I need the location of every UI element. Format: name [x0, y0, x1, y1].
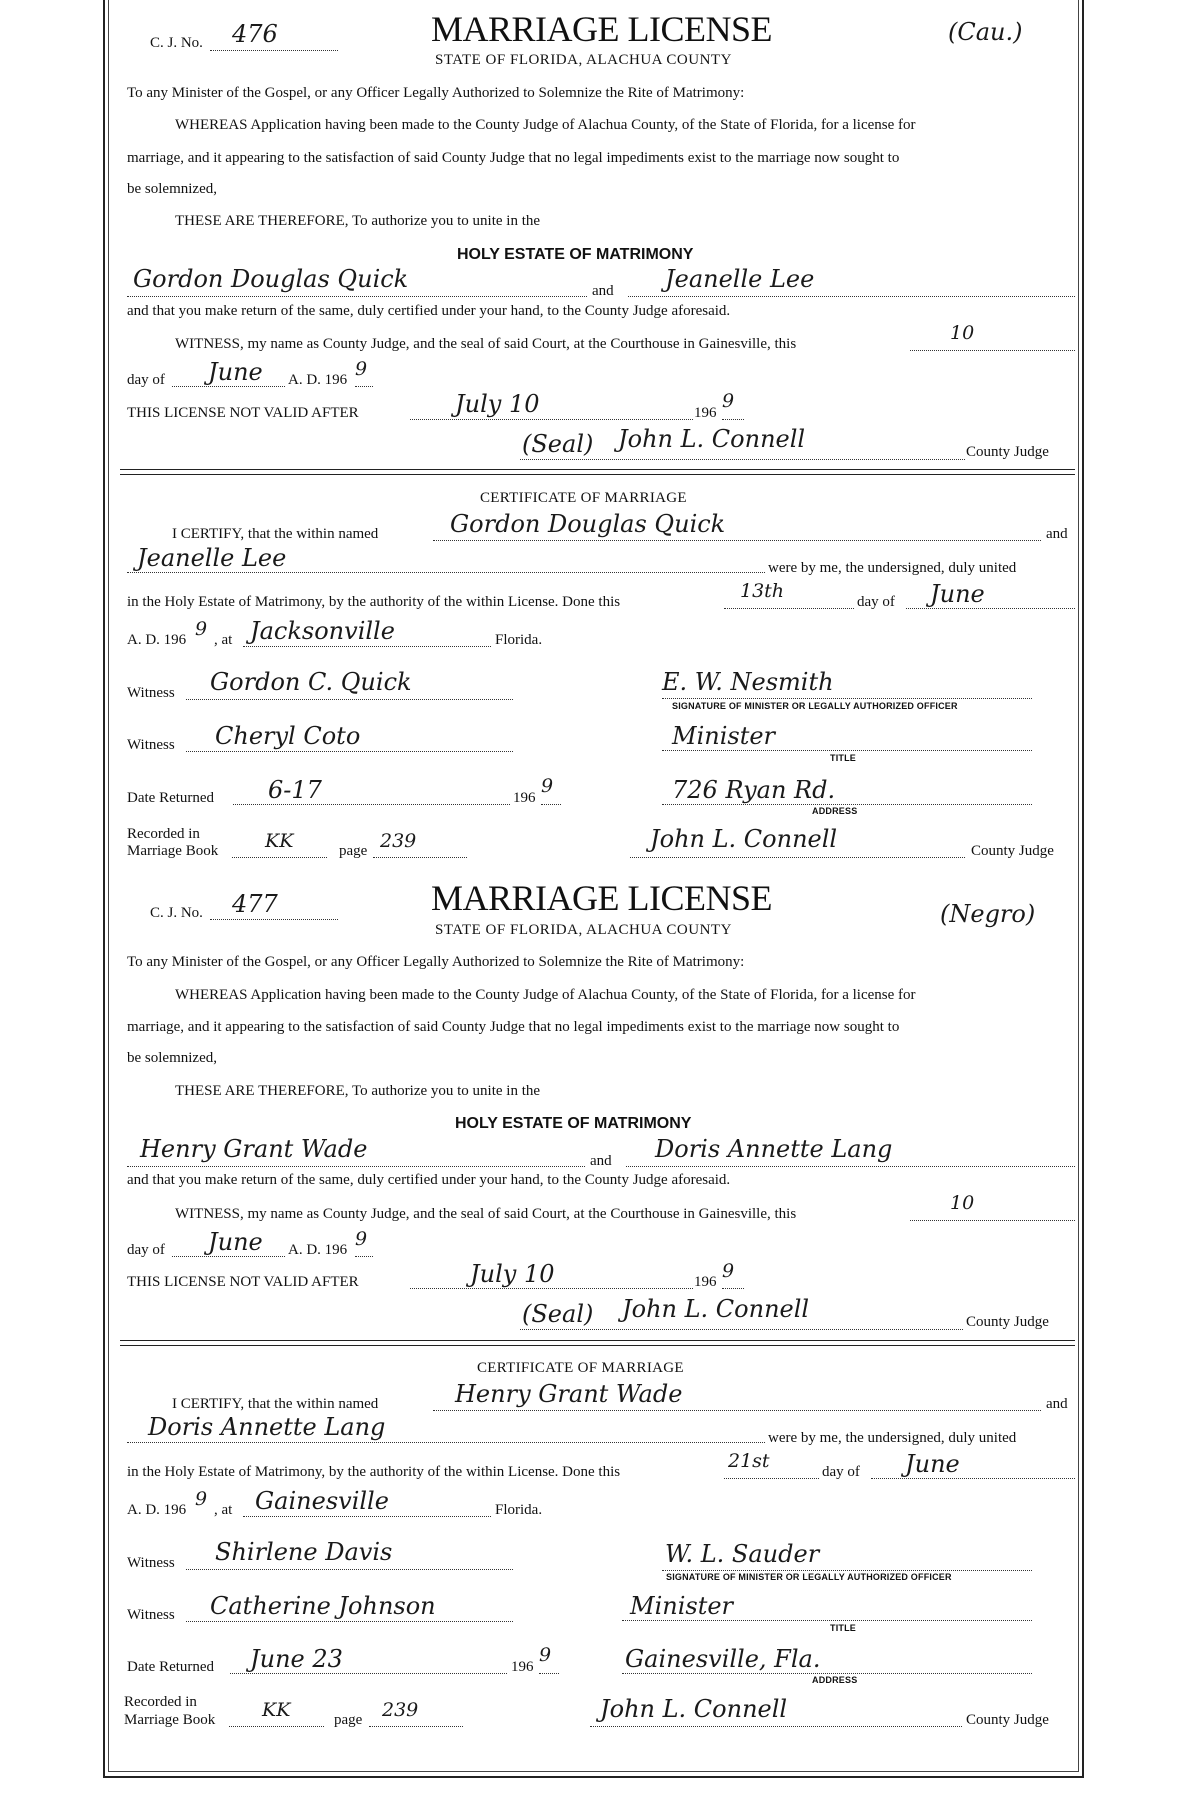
day-of-label: day of [127, 1242, 165, 1258]
officer-title: Minister [672, 722, 776, 750]
not-valid-year-prefix: 196 [694, 1274, 717, 1290]
done-day: 13th [740, 580, 785, 602]
year-digit: 9 [355, 358, 368, 380]
month: June [208, 358, 263, 386]
done-day: 21st [728, 1450, 770, 1472]
judge-signature: John L. Connell [650, 825, 838, 853]
place: Gainesville [255, 1487, 389, 1515]
whereas-line-2: marriage, and it appearing to the satisfaction of said County Judge that no legal impediments exist to the marriage now sought to [127, 150, 900, 166]
section-divider [120, 474, 1075, 475]
cj-label: C. J. No. [150, 35, 203, 51]
holy-estate-text: in the Holy Estate of Matrimony, by the authority of the within License. Done this [127, 1464, 621, 1480]
not-valid-date: July 10 [470, 1260, 555, 1288]
done-month: June [905, 1450, 960, 1478]
groom-name: Henry Grant Wade [140, 1135, 368, 1163]
page-number: 239 [380, 830, 417, 852]
officer-title: Minister [630, 1592, 734, 1620]
certificate-title: CERTIFICATE OF MARRIAGE [480, 490, 687, 506]
judge-signature: John L. Connell [618, 425, 806, 453]
florida-label: Florida. [495, 632, 543, 648]
cj-number: 476 [232, 20, 278, 48]
and-label: and [590, 1153, 612, 1169]
day-of-label: day of [857, 594, 895, 610]
not-valid-year-digit: 9 [722, 1260, 735, 1282]
witness-label: Witness [127, 1607, 175, 1623]
witness-1-signature: Shirlene Davis [215, 1538, 393, 1566]
section-divider [120, 469, 1075, 470]
date-returned-label: Date Returned [127, 1659, 215, 1675]
groom-name: Gordon Douglas Quick [133, 265, 409, 293]
not-valid-label: THIS LICENSE NOT VALID AFTER [127, 405, 359, 421]
recorded-in-label: Recorded in [124, 1694, 197, 1710]
judge-signature: John L. Connell [622, 1295, 810, 1323]
date-returned: 6-17 [268, 776, 322, 804]
year-returned-digit: 9 [539, 1644, 552, 1666]
officer-signature: E. W. Nesmith [662, 668, 834, 696]
ad-label: A. D. 196 [127, 632, 187, 648]
place: Jacksonville [250, 617, 395, 645]
not-valid-year-prefix: 196 [694, 405, 717, 421]
race-annotation: (Negro) [940, 900, 1036, 928]
bride-name: Doris Annette Lang [655, 1135, 893, 1163]
officer-address: 726 Ryan Rd. [672, 776, 836, 804]
done-month: June [930, 580, 985, 608]
ad-label: A. D. 196 [288, 372, 348, 388]
year-digit: 9 [195, 1488, 208, 1510]
cert-bride-name: Jeanelle Lee [137, 544, 287, 572]
county-judge-label: County Judge [971, 843, 1054, 859]
license-title: MARRIAGE LICENSE [431, 9, 772, 49]
witness-label: Witness [127, 737, 175, 753]
page-label: page [334, 1712, 363, 1728]
address-caption: ADDRESS [812, 806, 858, 816]
marriage-book-label: Marriage Book [127, 843, 219, 859]
address-caption: ADDRESS [812, 1675, 858, 1685]
whereas-line-2: marriage, and it appearing to the satisfaction of said County Judge that no legal impediments exist to the marriage now sought to [127, 1019, 900, 1035]
title-caption: TITLE [830, 753, 856, 763]
county-judge-label: County Judge [966, 1314, 1049, 1330]
whereas-line-1: WHEREAS Application having been made to the County Judge of Alachua County, of the State of Florida, for a license for [175, 117, 916, 133]
page-label: page [339, 843, 368, 859]
ad-label: A. D. 196 [288, 1242, 348, 1258]
license-subtitle: STATE OF FLORIDA, ALACHUA COUNTY [435, 922, 732, 938]
year-returned-digit: 9 [541, 775, 554, 797]
section-divider [120, 1340, 1075, 1341]
whereas-line-1: WHEREAS Application having been made to the County Judge of Alachua County, of the State of Florida, for a license for [175, 987, 916, 1003]
judge-signature: John L. Connell [600, 1695, 788, 1723]
certify-text: I CERTIFY, that the within named [172, 526, 379, 542]
license-subtitle: STATE OF FLORIDA, ALACHUA COUNTY [435, 52, 732, 68]
witness-label: Witness [127, 1555, 175, 1571]
witness-2-signature: Cheryl Coto [215, 722, 361, 750]
marriage-book-label: Marriage Book [124, 1712, 216, 1728]
salutation: To any Minister of the Gospel, or any Officer Legally Authorized to Solemnize the Rite of Matrimony: [127, 954, 745, 970]
section-divider [120, 1345, 1075, 1346]
witness-label: Witness [127, 685, 175, 701]
cert-groom-name: Henry Grant Wade [455, 1380, 683, 1408]
authorize-text: THESE ARE THEREFORE, To authorize you to unite in the [175, 1083, 541, 1099]
not-valid-year-digit: 9 [722, 390, 735, 412]
date-returned-label: Date Returned [127, 790, 215, 806]
witness-day: 10 [950, 1192, 975, 1214]
and-label: and [1046, 526, 1068, 542]
officer-signature: W. L. Sauder [665, 1540, 820, 1568]
cj-label: C. J. No. [150, 905, 203, 921]
day-of-label: day of [127, 372, 165, 388]
race-annotation: (Cau.) [948, 18, 1023, 46]
year-prefix: 196 [513, 790, 536, 806]
holy-estate-heading: HOLY ESTATE OF MATRIMONY [455, 1115, 692, 1132]
page-number: 239 [382, 1699, 419, 1721]
marriage-book: KK [265, 830, 294, 852]
cert-groom-name: Gordon Douglas Quick [450, 510, 726, 538]
not-valid-label: THIS LICENSE NOT VALID AFTER [127, 1274, 359, 1290]
holy-estate-text: in the Holy Estate of Matrimony, by the authority of the within License. Done this [127, 594, 621, 610]
seal-mark: (Seal) [522, 430, 594, 458]
recorded-in-label: Recorded in [127, 826, 200, 842]
whereas-line-3: be solemnized, [127, 181, 217, 197]
witness-2-signature: Catherine Johnson [210, 1592, 436, 1620]
seal-mark: (Seal) [522, 1300, 594, 1328]
holy-estate-heading: HOLY ESTATE OF MATRIMONY [457, 246, 694, 263]
salutation: To any Minister of the Gospel, or any Officer Legally Authorized to Solemnize the Rite of Matrimony: [127, 85, 745, 101]
witness-text: WITNESS, my name as County Judge, and the seal of said Court, at the Courthouse in Gainesville, this [175, 336, 797, 352]
signature-caption: SIGNATURE OF MINISTER OR LEGALLY AUTHORIZED OFFICER [672, 701, 958, 711]
cj-line [210, 50, 338, 51]
whereas-line-3: be solemnized, [127, 1050, 217, 1066]
witness-1-signature: Gordon C. Quick [210, 668, 412, 696]
day-of-label: day of [822, 1464, 860, 1480]
and-label: and [592, 283, 614, 299]
were-united-text: were by me, the undersigned, duly united [768, 560, 1017, 576]
not-valid-date: July 10 [455, 390, 540, 418]
certify-text: I CERTIFY, that the within named [172, 1396, 379, 1412]
county-judge-label: County Judge [966, 1712, 1049, 1728]
signature-caption: SIGNATURE OF MINISTER OR LEGALLY AUTHORIZED OFFICER [666, 1572, 952, 1582]
witness-day: 10 [950, 322, 975, 344]
license-title: MARRIAGE LICENSE [431, 878, 772, 918]
year-prefix: 196 [511, 1659, 534, 1675]
month: June [208, 1228, 263, 1256]
county-judge-label: County Judge [966, 444, 1049, 460]
ad-label: A. D. 196 [127, 1502, 187, 1518]
cj-number: 477 [232, 890, 278, 918]
florida-label: Florida. [495, 1502, 543, 1518]
marriage-book: KK [262, 1699, 291, 1721]
certificate-title: CERTIFICATE OF MARRIAGE [477, 1360, 684, 1376]
at-label: , at [214, 1502, 233, 1518]
witness-text: WITNESS, my name as County Judge, and the seal of said Court, at the Courthouse in Gainesville, this [175, 1206, 797, 1222]
at-label: , at [214, 632, 233, 648]
year-digit: 9 [195, 618, 208, 640]
title-caption: TITLE [830, 1623, 856, 1633]
officer-address: Gainesville, Fla. [625, 1645, 821, 1673]
date-returned: June 23 [250, 1645, 343, 1673]
and-label: and [1046, 1396, 1068, 1412]
cert-bride-name: Doris Annette Lang [148, 1413, 386, 1441]
return-text: and that you make return of the same, duly certified under your hand, to the County Judge aforesaid. [127, 303, 731, 319]
return-text: and that you make return of the same, duly certified under your hand, to the County Judge aforesaid. [127, 1172, 731, 1188]
year-digit: 9 [355, 1228, 368, 1250]
were-united-text: were by me, the undersigned, duly united [768, 1430, 1017, 1446]
bride-name: Jeanelle Lee [665, 265, 815, 293]
authorize-text: THESE ARE THEREFORE, To authorize you to unite in the [175, 213, 541, 229]
